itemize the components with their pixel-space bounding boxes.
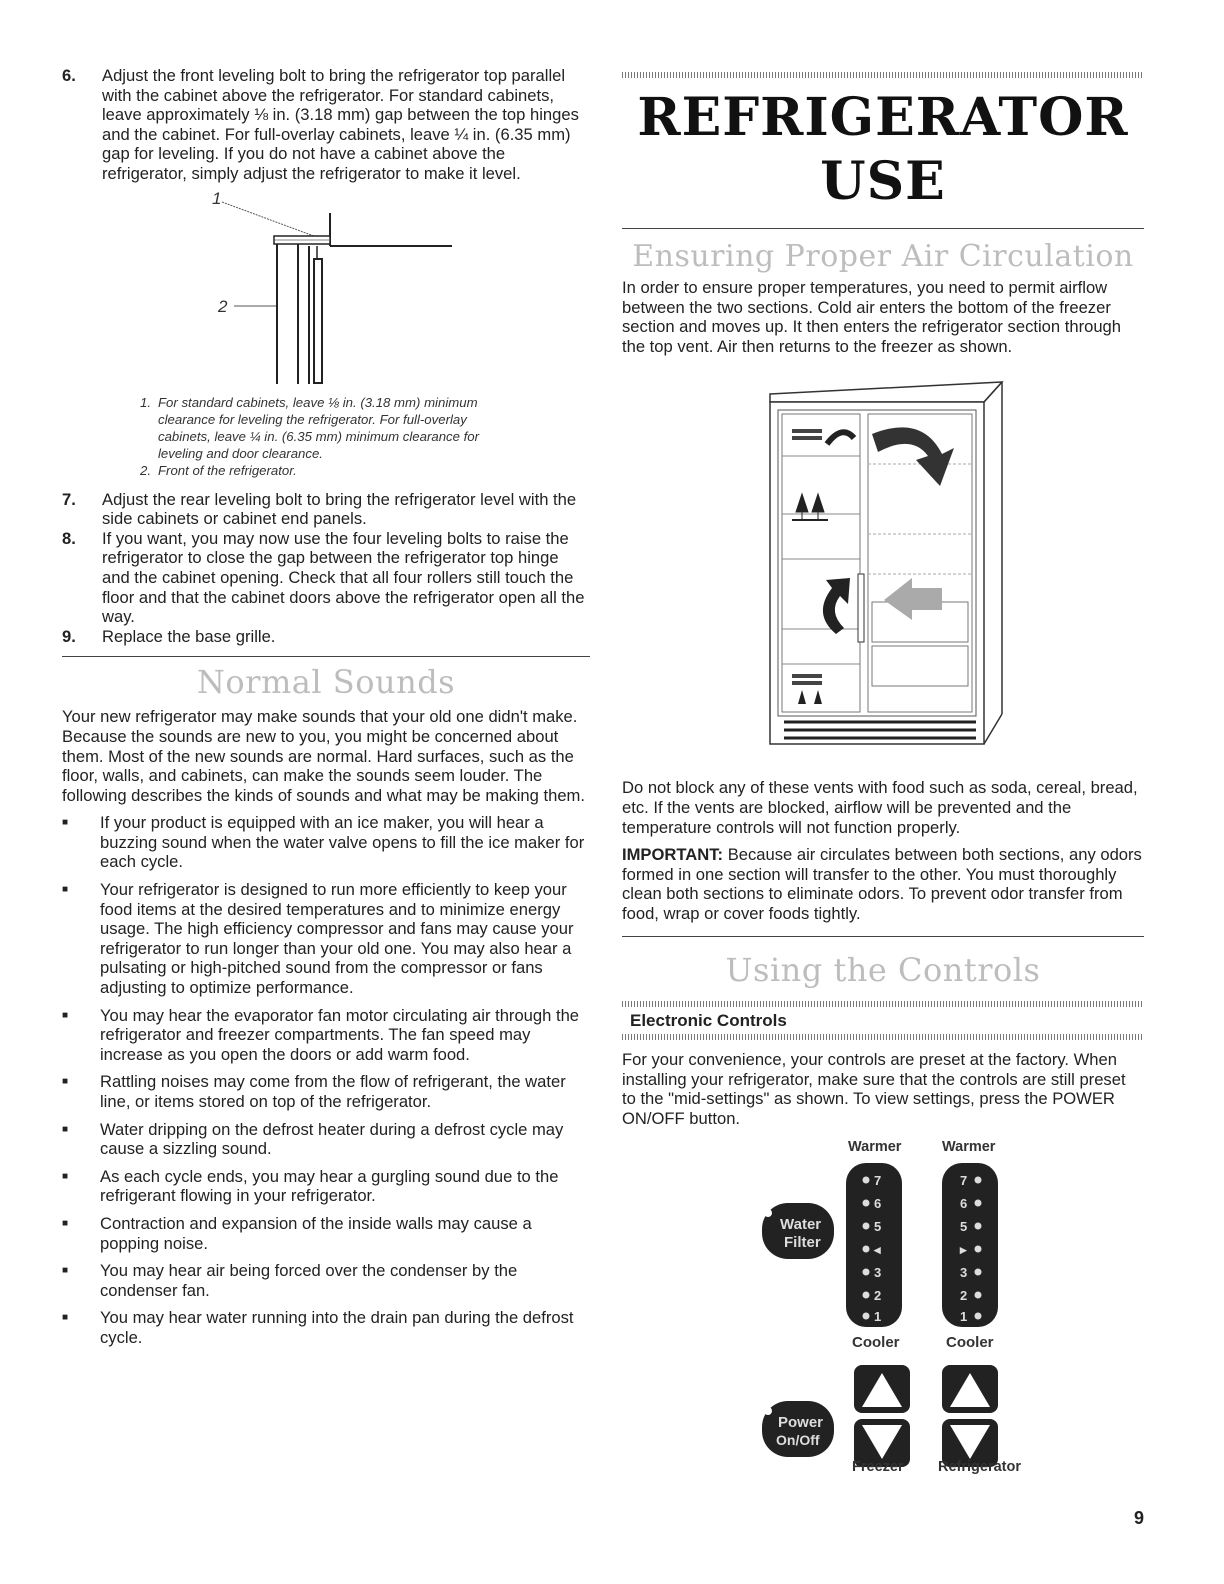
air-circulation-title: Ensuring Proper Air Circulation xyxy=(632,239,1134,274)
step-number: 9. xyxy=(62,626,76,646)
list-item-text: Water dripping on the defrost heater during a defrost cycle may cause a sizzling sound. xyxy=(100,1119,564,1159)
refrigerator-level-6: 6 xyxy=(960,1195,968,1211)
panel-bottom-labels xyxy=(622,1459,1144,1479)
step-number: 8. xyxy=(62,528,76,548)
power-label-2: On/Off xyxy=(776,1431,820,1448)
freezer-level-1: 1 xyxy=(874,1308,882,1324)
page-title: REFRIGERATOR USE xyxy=(637,87,1129,212)
bullet-icon: ■ xyxy=(62,1123,69,1135)
list-item-text: Rattling noises may come from the flow of refrigerant, the water line, or items stored on top of the refrigerator. xyxy=(100,1072,566,1112)
refrigerator-level-3: 3 xyxy=(960,1264,968,1280)
air-circulation-intro: In order to ensure proper temperatures, you need to permit airflow between the two sections. Cold air enters the bottom of the freezer section and moves up. It then enters the refrigerator section through the top vent. Air then returns to the freezer as shown. xyxy=(622,278,1122,356)
figure-captions xyxy=(140,394,500,480)
list-item-text: As each cycle ends, you may hear a gurgling sound due to the refrigerant flowing in your refrigerator. xyxy=(100,1166,559,1206)
refrigerator-level-2: 2 xyxy=(960,1287,968,1303)
list-item-text: You may hear air being forced over the condenser by the condenser fan. xyxy=(100,1261,518,1300)
section-rule xyxy=(622,936,1144,937)
caption-1 xyxy=(140,394,500,463)
list-item xyxy=(62,813,590,872)
list-item xyxy=(62,880,590,998)
control-panel xyxy=(622,1133,1144,1473)
bullet-icon: ■ xyxy=(62,1076,69,1088)
step-text: Replace the base grille. xyxy=(102,626,276,646)
step-number: 7. xyxy=(62,489,76,509)
callout-1: 1 xyxy=(212,188,222,208)
refrigerator-up-button[interactable] xyxy=(942,1365,998,1413)
cooler-label-refrigerator: Cooler xyxy=(946,1333,994,1351)
freezer-level-2: 2 xyxy=(874,1287,882,1303)
step-text: If you want, you may now use the four leveling bolts to raise the refrigerator to close the gap between the refrigerator top hinge and the cabinet opening. Check that all four rollers still touch the floor and that the cabinet doors above the refrigerator open all the way. xyxy=(102,528,585,627)
bullet-icon: ■ xyxy=(62,1217,69,1229)
bullet-icon: ■ xyxy=(62,1170,69,1182)
step-number: 6. xyxy=(62,66,76,85)
normal-sounds-intro: Your new refrigerator may make sounds that your old one didn't make. Because the sounds are new to you, you might be concerned about them. Most of the new sounds are normal. Hard surfaces, such as the floor, walls, and cabinets, can make the sounds seem louder. The following describes the kinds of sounds and what may be making them. xyxy=(62,707,585,805)
right-column xyxy=(622,66,1144,1479)
bullet-icon: ■ xyxy=(62,884,69,896)
left-column xyxy=(62,66,590,1348)
power-button[interactable] xyxy=(762,1401,834,1457)
important-label: IMPORTANT: xyxy=(622,845,724,865)
caption-number: 1. xyxy=(140,394,151,410)
bullet-icon: ■ xyxy=(62,1265,69,1277)
freezer-level-6: 6 xyxy=(874,1195,882,1211)
freezer-level-bar xyxy=(846,1163,902,1327)
warmer-label-freezer: Warmer xyxy=(848,1138,902,1155)
list-item-text: You may hear the evaporator fan motor circulating air through the refrigerator and freezer compartments. The fan speed may increase as you open the doors or add warm food. xyxy=(100,1005,580,1064)
list-item xyxy=(62,1006,590,1065)
list-item-text: Contraction and expansion of the inside walls may cause a popping noise. xyxy=(100,1213,532,1253)
freezer-level-3: 3 xyxy=(874,1264,882,1280)
airflow-diagram xyxy=(622,374,1144,764)
refrigerator-label: Refrigerator xyxy=(938,1458,1021,1475)
normal-sounds-title: Normal Sounds xyxy=(196,663,456,702)
freezer-level-5: 5 xyxy=(874,1218,882,1234)
refrigerator-level-4: ▸ xyxy=(960,1241,967,1257)
callout-2: 2 xyxy=(218,296,228,316)
bullet-icon: ■ xyxy=(62,817,69,829)
hatch-rule xyxy=(622,1034,1144,1040)
list-item xyxy=(62,1214,590,1253)
hatch-rule xyxy=(622,1001,1144,1007)
list-item-text: If your product is equipped with an ice maker, you will hear a buzzing sound when the water valve opens to fill the ice maker for each cycle. xyxy=(100,813,585,872)
section-rule xyxy=(62,656,590,657)
refrigerator-level-5: 5 xyxy=(960,1218,968,1234)
freezer-label: Freezer xyxy=(852,1458,904,1475)
step-text: Adjust the rear leveling bolt to bring the refrigerator level with the side cabinets or cabinet end panels. xyxy=(102,489,577,529)
freezer-level-4: ◂ xyxy=(874,1241,881,1257)
vent-warning: Do not block any of these vents with food such as soda, cereal, bread, etc. If the vents are blocked, airflow will be prevented and the temperature controls will not function properly. xyxy=(622,778,1138,837)
list-item xyxy=(62,1308,590,1347)
step-9 xyxy=(62,627,590,647)
bullet-icon: ■ xyxy=(62,1312,69,1324)
step-6 xyxy=(62,66,590,184)
step-7 xyxy=(62,490,590,529)
water-filter-button[interactable] xyxy=(762,1203,834,1259)
leveling-figure xyxy=(62,186,590,386)
list-item xyxy=(62,1120,590,1159)
using-controls-title: Using the Controls xyxy=(725,950,1041,989)
step-text: Adjust the front leveling bolt to bring the refrigerator top parallel with the cabinet above the refrigerator. For standard cabinets, leave approximately ⅛ in. (3.18 mm) gap between the top hinges and the cabinet. For full-overlay cabinets, leave ¼ in. (6.35 mm) gap for leveling. If you do not have a cabinet above the refrigerator, simply adjust the refrigerator to make it level. xyxy=(102,66,579,183)
water-filter-label-2: Filter xyxy=(784,1233,821,1251)
power-label-1: Power xyxy=(778,1413,824,1431)
caption-2 xyxy=(140,462,500,479)
list-item xyxy=(62,1167,590,1206)
refrigerator-level-1: 1 xyxy=(960,1308,968,1324)
important-note xyxy=(622,845,1144,923)
electronic-controls-subtitle: Electronic Controls xyxy=(630,1010,787,1030)
warmer-label-refrigerator: Warmer xyxy=(942,1138,996,1155)
cooler-label-freezer: Cooler xyxy=(852,1333,900,1351)
sounds-list xyxy=(62,813,590,1347)
hatch-rule xyxy=(622,72,1144,78)
refrigerator-level-bar xyxy=(942,1163,998,1327)
caption-text: Front of the refrigerator. xyxy=(158,463,297,479)
section-rule xyxy=(622,228,1144,229)
list-item-text: You may hear water running into the drain pan during the defrost cycle. xyxy=(100,1308,574,1347)
list-item xyxy=(62,1072,590,1111)
controls-intro: For your convenience, your controls are preset at the factory. When installing your refrigerator, make sure that the controls are still preset to the "mid-settings" as shown. To view settings, press the POWER ON/OFF button. xyxy=(622,1050,1126,1128)
freezer-up-button[interactable] xyxy=(854,1365,910,1413)
bullet-icon: ■ xyxy=(62,1009,69,1021)
freezer-level-7: 7 xyxy=(874,1172,882,1188)
list-item-text: Your refrigerator is designed to run more efficiently to keep your food items at the desired temperatures and to minimize energy usage. The high efficiency compressor and fans may cause your refrigerator to run longer than your old one. You may also hear a pulsating or high-pitched sound from the compressor or fans adjusting to optimize performance. xyxy=(100,880,574,998)
important-text: Because air circulates between both sections, any odors formed in one section will transfer to the other. You must thoroughly clean both sections to eliminate odors. To prevent odor transfer from food, wrap or cover foods tightly. xyxy=(622,845,1142,923)
step-8 xyxy=(62,529,590,627)
caption-number: 2. xyxy=(140,463,151,479)
page-number: 9 xyxy=(1133,1508,1144,1528)
list-item xyxy=(62,1261,590,1300)
water-filter-label-1: Water xyxy=(780,1215,822,1233)
refrigerator-level-7: 7 xyxy=(960,1172,968,1188)
caption-text: For standard cabinets, leave ⅛ in. (3.18 mm) minimum clearance for leveling the refrigerator. For full-overlay cabinets, leave ¼ in. (6.35 mm) minimum clearance for leveling and door clearance. xyxy=(158,394,480,462)
